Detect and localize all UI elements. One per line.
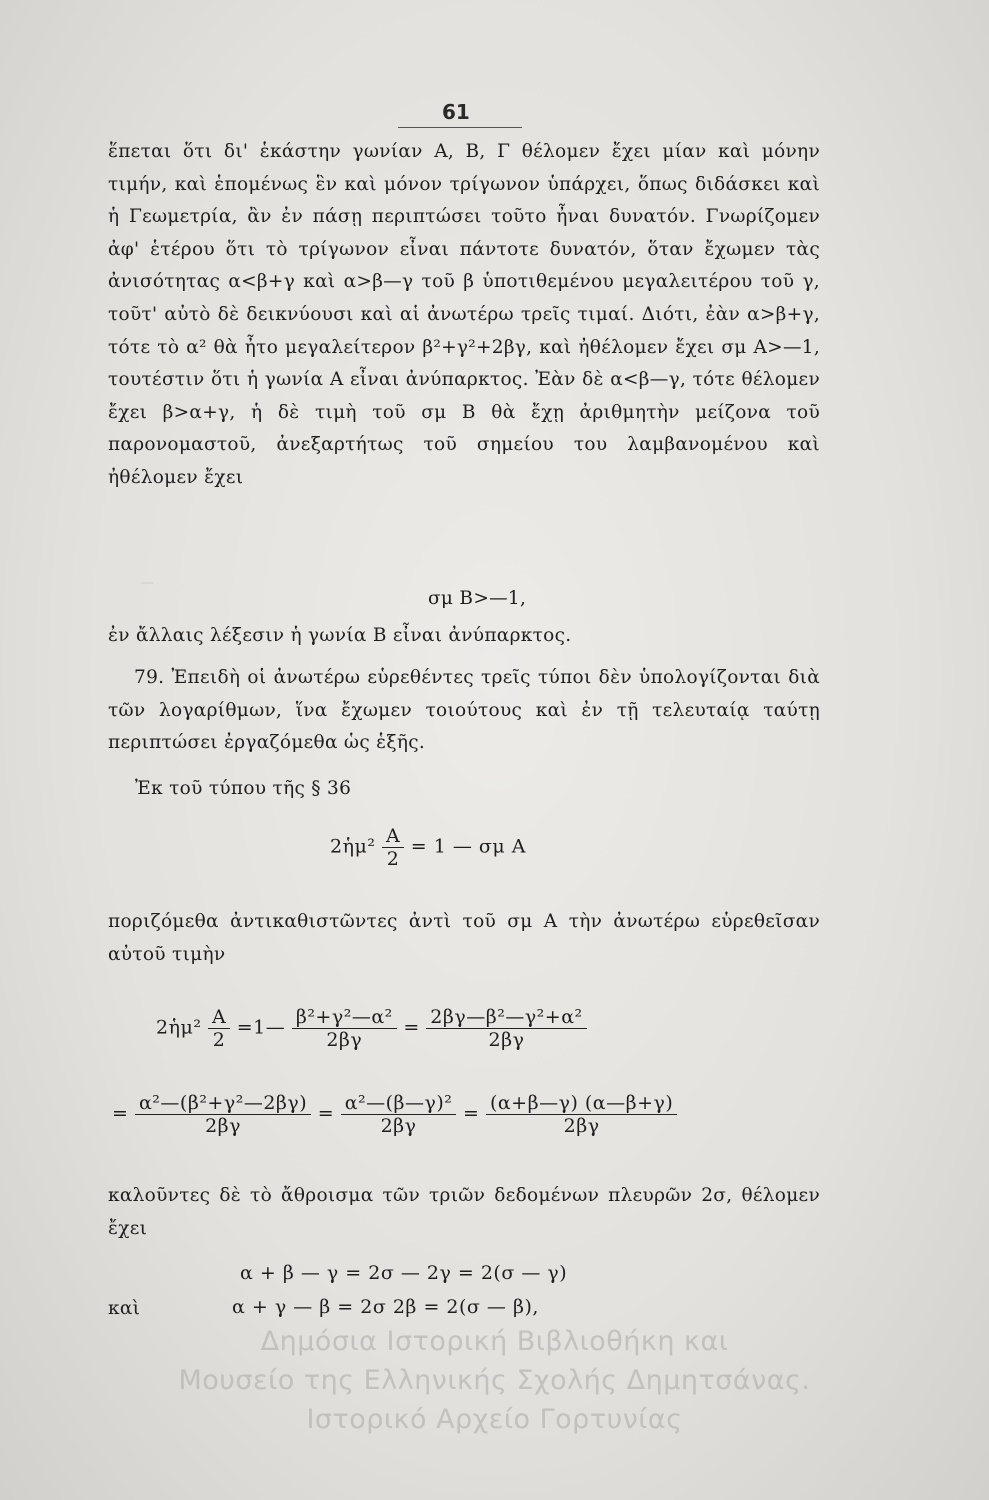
fraction-step-3	[486, 1092, 677, 1137]
fraction-denominator: 2βγ	[563, 1115, 600, 1137]
formula-expansion-2	[112, 1092, 677, 1137]
fraction-denominator: 2	[386, 848, 400, 870]
text-line-angle-b: ἐν ἄλλαις λέξεσιν ἡ γωνία Β εἶναι ἀνύπαρκτος.	[108, 625, 572, 646]
paragraph-substitution: ποριζόμεθα ἀντικαθιστῶντες ἀντὶ τοῦ σμ Α τὴν ἀνωτέρω εὑρεθεῖσαν αὐτοῦ τιμὴν	[108, 911, 820, 965]
page-number: 61	[442, 100, 470, 124]
fraction-denominator: 2βγ	[205, 1115, 242, 1137]
formula-1-right: = 1 — σμ Α	[410, 835, 526, 858]
equals-sign: =	[112, 1102, 129, 1125]
fraction-denominator: 2βγ	[488, 1029, 525, 1051]
fraction-denominator: 2βγ	[380, 1115, 417, 1137]
fraction-numerator: β²+γ²—α²	[292, 1006, 397, 1029]
fraction-step-1	[135, 1092, 311, 1137]
label-and: καὶ	[108, 1298, 141, 1319]
fraction-numerator: Α	[382, 825, 404, 848]
paragraph-perimeter: καλοῦντες δὲ τὸ ἄθροισμα τῶν τριῶν δεδομένων πλευρῶν 2σ, θέλομεν ἔχει	[108, 1185, 820, 1239]
fraction-combined	[426, 1006, 586, 1051]
fraction-denominator: 2	[212, 1029, 226, 1051]
fraction-numerator: α²—(β—γ)²	[341, 1092, 457, 1115]
fraction-a-over-2	[382, 825, 404, 870]
fraction-cosine-a	[292, 1006, 397, 1051]
equation-sum-2: α + γ — β = 2σ 2β = 2(σ — β),	[232, 1296, 539, 1318]
formula-expansion-1	[156, 1006, 587, 1051]
formula-half-angle	[330, 825, 526, 870]
bleed-through-text: —	[140, 575, 154, 591]
fraction-numerator: 2βγ—β²—γ²+α²	[426, 1006, 586, 1029]
fraction-step-2	[341, 1092, 457, 1137]
watermark-line-3: Ιστορικό Αρχείο Γορτυνίας	[306, 1404, 683, 1435]
watermark-line-1: Δημόσια Ιστορική Βιβλιοθήκη και	[260, 1326, 729, 1357]
paragraph-intro: ἕπεται ὅτι δι' ἑκάστην γωνίαν Α, Β, Γ θέλομεν ἔχει μίαν καὶ μόνην τιμήν, καὶ ἑπομένως ἓν καὶ μόνον τρίγωνον ὑπάρχει, ὅπως διδάσκει καὶ ἡ Γεωμετρία, ἂν ἐν πάσῃ περιπτώσει τοῦτο ἦναι δυνατόν. Γνωρίζομεν ἀφ' ἑτέρου ὅτι τὸ τρίγωνον εἶναι πάντοτε δυνατόν, ὅταν ἔχωμεν τὰς ἀνισότητας α<β+γ καὶ α>β—γ τοῦ β ὑποτιθεμένου μεγαλειτέρου τοῦ γ, τοῦτ' αὐτὸ δὲ δεικνύουσι καὶ αἱ ἀνωτέρω τρεῖς τιμαί. Διότι, ἐὰν α>β+γ, τότε τὸ α² θὰ ἦτο μεγαλείτερον β²+γ²+2βγ, καὶ ἠθέλομεν ἔχει σμ Α>—1, τουτέστιν ὅτι ἡ γωνία Α εἶναι ἀνύπαρκτος. Ἐὰν δὲ α<β—γ, τότε θέλομεν ἔχει β>α+γ, ἡ δὲ τιμὴ τοῦ σμ Β θὰ ἔχῃ ἀριθμητὴν μείζονα τοῦ παρονομαστοῦ, ἀνεξαρτήτως τοῦ σημείου του λαμβανομένου καὶ ἠθέλομεν ἔχει	[108, 141, 820, 488]
equals-one-minus: =1—	[236, 1016, 286, 1039]
inequality-sm-b: σμ Β>—1,	[428, 588, 527, 609]
equals-sign: =	[462, 1102, 480, 1125]
equals-sign: =	[403, 1016, 420, 1039]
formula-2-left: 2ἡμ²	[156, 1016, 202, 1039]
page-number-rule	[398, 127, 522, 128]
fraction-numerator: (α+β—γ) (α—β+γ)	[486, 1092, 677, 1115]
formula-1-left: 2ἡμ²	[330, 835, 376, 858]
watermark-line-2: Μουσείο της Ελληνικής Σχολής Δημητσάνας.	[178, 1365, 811, 1396]
text-from-formula-36: Ἐκ τοῦ τύπου τῆς § 36	[135, 778, 352, 799]
paragraph-79: 79. Ἐπειδὴ οἱ ἀνωτέρω εὑρεθέντες τρεῖς τύποι δὲν ὑπολογίζονται διὰ τῶν λογαρίθμων, ἵνα ἔχωμεν τοιούτους καὶ ἐν τῇ τελευταίᾳ ταύτῃ περιπτώσει ἐργαζόμεθα ὡς ἑξῆς.	[108, 667, 820, 754]
fraction-denominator: 2βγ	[326, 1029, 363, 1051]
fraction-numerator: Α	[208, 1006, 230, 1029]
fraction-a-over-2	[208, 1006, 230, 1051]
fraction-numerator: α²—(β²+γ²—2βγ)	[135, 1092, 311, 1115]
equals-sign: =	[317, 1102, 335, 1125]
equation-sum-1: α + β — γ = 2σ — 2γ = 2(σ — γ)	[240, 1262, 568, 1284]
